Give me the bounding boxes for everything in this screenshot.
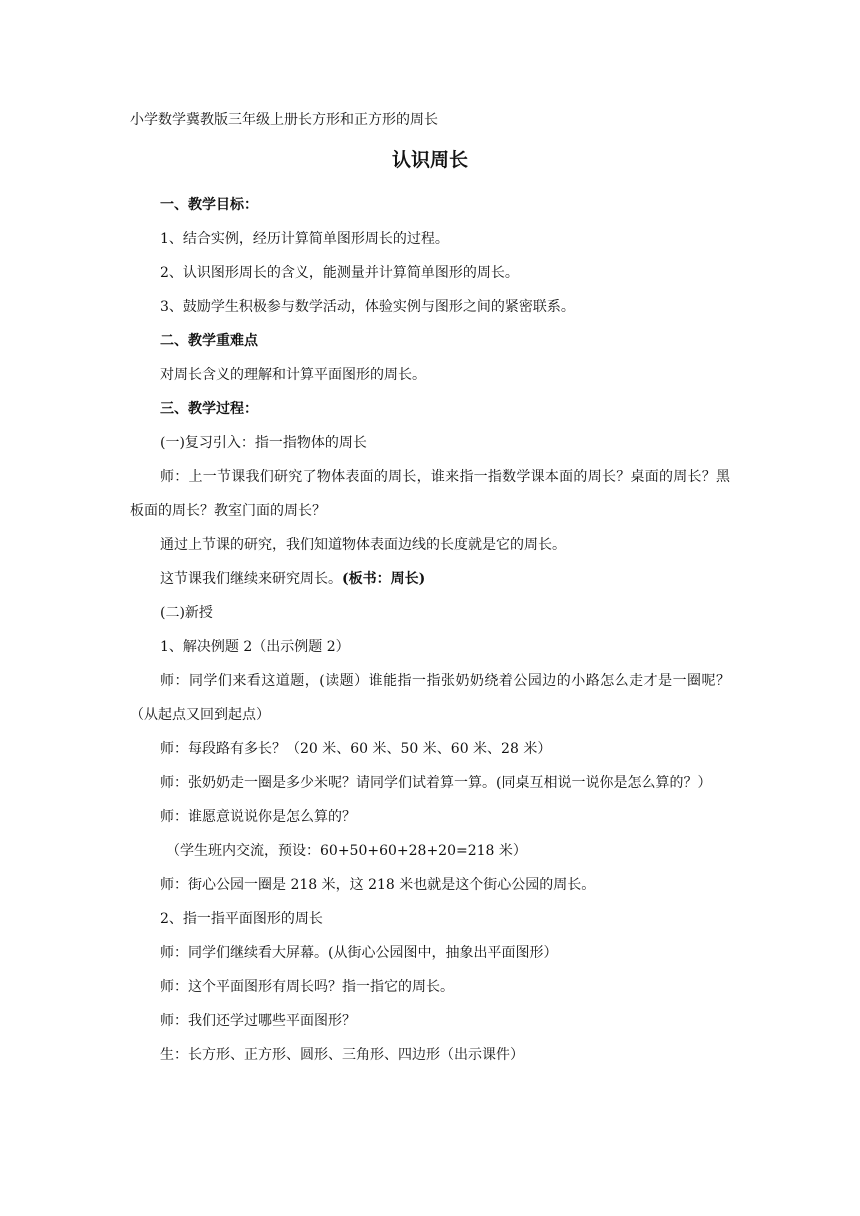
example-question-3: 师：张奶奶走一圈是多少米呢？请同学们试着算一算。(同桌互相说一说你是怎么算的？）: [160, 775, 712, 791]
review-teacher-question: 师：上一节课我们研究了物体表面的周长，谁来指一指数学课本面的周长？桌面的周长？黑板面的周长？教室门面的周长？: [130, 469, 730, 519]
document-body: [130, 188, 744, 1072]
shape-question-1: 师：同学们继续看大屏幕。(从街心公园图中，抽象出平面图形）: [160, 945, 558, 961]
review-board-line: [130, 562, 730, 596]
section-heading-key-points: 二、教学重难点: [160, 333, 258, 349]
review-board-note: (板书：周长): [342, 571, 426, 587]
example-question-5: 师：街心公园一圈是 218 米，这 218 米也就是这个街心公园的周长。: [160, 877, 596, 893]
new-lesson-heading: (二)新授: [160, 605, 213, 621]
example-question-2: 师：每段路有多长？（20 米、60 米、50 米、60 米、28 米）: [160, 741, 552, 757]
example-student-note: （学生班内交流，预设：60+50+60+28+20=218 米）: [166, 843, 527, 859]
shape-heading: 2、指一指平面图形的周长: [160, 911, 323, 927]
document-header-note: 小学数学冀教版三年级上册长方形和正方形的周长: [130, 112, 438, 128]
review-heading: (一)复习引入：指一指物体的周长: [160, 435, 367, 451]
shape-question-3: 师：我们还学过哪些平面图形？: [160, 1013, 356, 1029]
goal-item-1: 1、结合实例，经历计算简单图形周长的过程。: [160, 231, 449, 247]
example-question-1: 师：同学们来看这道题，(读题）谁能指一指张奶奶绕着公园边的小路怎么走才是一圈呢？ （从起点又回到起点）: [130, 673, 744, 723]
goal-item-3: 3、鼓励学生积极参与数学活动，体验实例与图形之间的紧密联系。: [160, 299, 575, 315]
review-board-prefix: 这节课我们继续来研究周长。: [160, 571, 342, 587]
goal-item-2: 2、认识图形周长的含义，能测量并计算简单图形的周长。: [160, 265, 519, 281]
shape-question-2: 师：这个平面图形有周长吗？指一指它的周长。: [160, 979, 454, 995]
review-summary: 通过上节课的研究，我们知道物体表面边线的长度就是它的周长。: [160, 537, 566, 553]
example-question-4: 师：谁愿意说说你是怎么算的？: [160, 809, 356, 825]
example-heading: 1、解决例题 2（出示例题 2）: [160, 639, 350, 655]
section-heading-process: 三、教学过程：: [160, 401, 258, 417]
shape-answer-3: 生：长方形、正方形、圆形、三角形、四边形（出示课件）: [160, 1047, 524, 1063]
section-heading-goals: 一、教学目标：: [160, 197, 258, 213]
key-points-text: 对周长含义的理解和计算平面图形的周长。: [160, 367, 426, 383]
document-title: 认识周长: [391, 149, 468, 171]
